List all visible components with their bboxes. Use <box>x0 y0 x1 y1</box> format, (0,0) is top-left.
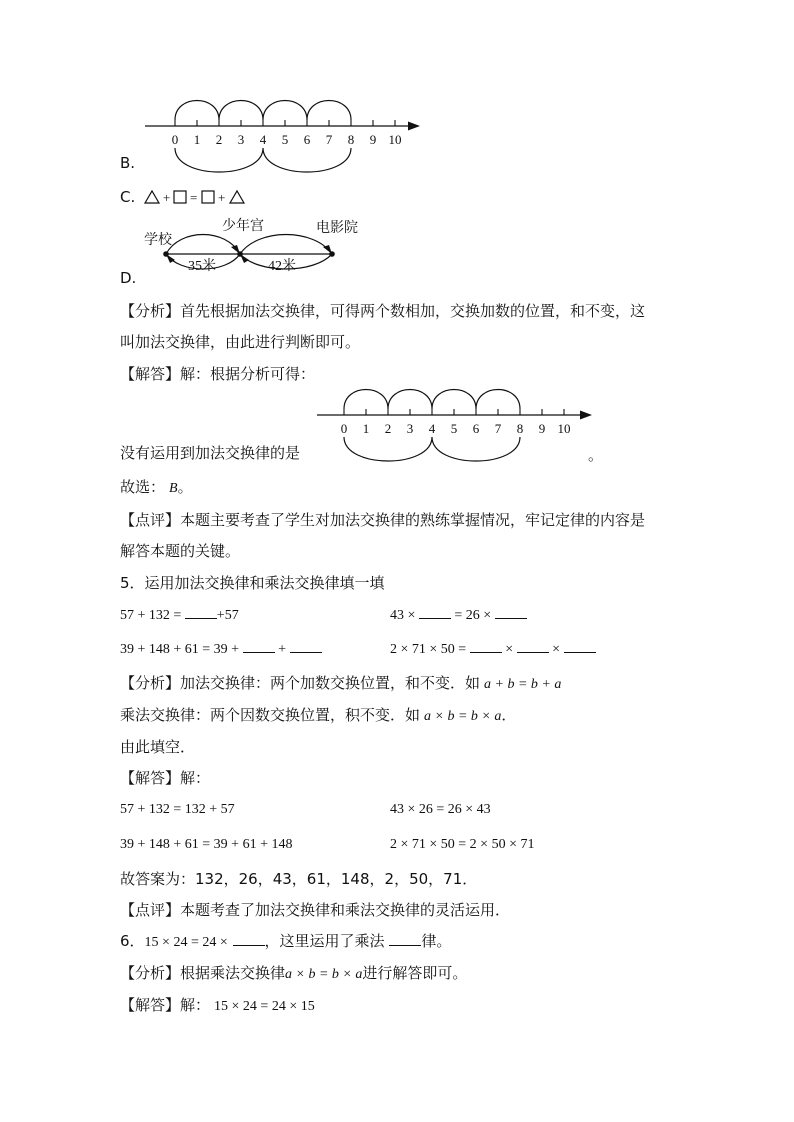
q5-title: 5．运用加法交换律和乘法交换律填一填 <box>120 574 385 592</box>
q4-analysis-line1: 【分析】首先根据加法交换律，可得两个数相加，交换加数的位置，和不变，这 <box>120 302 646 320</box>
q4-answer-end: 。 <box>588 446 604 464</box>
q5-blank-eq1: 57 + 132 = +57 <box>120 608 239 623</box>
svg-text:+: + <box>218 190 226 205</box>
q5-answer: 【解答】解： <box>120 769 211 787</box>
q5-blank-eq3: 39 + 148 + 61 = 39 + + <box>120 640 322 660</box>
tick-label: 7 <box>494 421 502 436</box>
svg-text:=: = <box>190 190 198 205</box>
option-c-label: C. <box>120 188 136 206</box>
tick-label: 2 <box>215 132 223 147</box>
q5-analysis-line1: 【分析】加法交换律：两个加数交换位置，和不变．如 a + b = b + a <box>120 674 562 692</box>
q4-answer-sentence: 没有运用到加法交换律的是 <box>120 444 301 462</box>
q5-blank-eq2: 43 × = 26 × <box>390 606 527 626</box>
q5-blank-eq4: 2 × 71 × 50 = × × <box>390 640 596 660</box>
map-distance-1: 35米 <box>188 259 216 274</box>
map-youth-palace: 少年宫 <box>222 219 264 234</box>
q5-answer-eq4: 2 × 71 × 50 = 2 × 50 × 71 <box>390 837 535 852</box>
q6-answer: 【解答】解： 15 × 24 = 24 × 15 <box>120 996 315 1014</box>
tick-label: 10 <box>388 132 402 147</box>
tick-label: 8 <box>516 421 524 436</box>
q4-comment-line1: 【点评】本题主要考查了学生对加法交换律的熟练掌握情况，牢记定律的内容是 <box>120 511 646 529</box>
q4-choice: 故选： B。 <box>120 478 193 496</box>
tick-label: 0 <box>171 132 179 147</box>
q4-analysis-line2: 叫加法交换律，由此进行判断即可。 <box>120 333 361 351</box>
q6-question: 6．15 × 24 = 24 × ，这里运用了乘法 律。 <box>120 932 452 950</box>
triangle-icon <box>145 191 159 203</box>
svg-text:+: + <box>163 190 171 205</box>
option-c-expression <box>142 186 252 208</box>
tick-label: 8 <box>347 132 355 147</box>
tick-label: 5 <box>281 132 289 147</box>
q5-analysis-line2: 乘法交换律：两个因数交换位置，积不变．如 a × b = b × a． <box>120 706 517 724</box>
q5-comment: 【点评】本题考查了加法交换律和乘法交换律的灵活运用． <box>120 901 511 919</box>
tick-label: 9 <box>369 132 377 147</box>
map-distance-2: 42米 <box>268 259 296 274</box>
q4-answer: 【解答】解：根据分析可得： <box>120 365 316 383</box>
tick-label: 3 <box>406 421 414 436</box>
q4-comment-line2: 解答本题的关键。 <box>120 542 241 560</box>
tick-label: 7 <box>325 132 333 147</box>
q5-final-answer: 故答案为：132，26，43，61，148，2，50，71． <box>120 870 478 888</box>
tick-label: 1 <box>362 421 370 436</box>
q5-answer-eq3: 39 + 148 + 61 = 39 + 61 + 148 <box>120 837 293 852</box>
tick-label: 6 <box>303 132 311 147</box>
tick-label: 3 <box>237 132 245 147</box>
q5-answer-eq2: 43 × 26 = 26 × 43 <box>390 802 491 817</box>
tick-label: 1 <box>193 132 201 147</box>
option-d-label: D. <box>120 269 137 287</box>
tick-label: 6 <box>472 421 480 436</box>
tick-label: 4 <box>259 132 267 147</box>
tick-label: 0 <box>340 421 348 436</box>
square-icon <box>174 191 186 203</box>
map-school: 学校 <box>144 233 172 248</box>
option-b-label: B. <box>120 154 136 172</box>
triangle-icon <box>230 191 244 203</box>
tick-label: 2 <box>384 421 392 436</box>
tick-label: 10 <box>557 421 571 436</box>
tick-label: 9 <box>538 421 546 436</box>
tick-label: 4 <box>428 421 436 436</box>
answer-number-line <box>312 385 602 465</box>
tick-label: 5 <box>450 421 458 436</box>
q6-analysis: 【分析】根据乘法交换律a × b = b × a进行解答即可。 <box>120 964 468 982</box>
map-cinema: 电影院 <box>316 221 358 236</box>
option-d-map <box>140 214 370 282</box>
q5-analysis-line3: 由此填空． <box>120 738 196 756</box>
option-b-number-line <box>140 96 430 176</box>
square-icon <box>202 191 214 203</box>
q5-answer-eq1: 57 + 132 = 132 + 57 <box>120 802 235 817</box>
